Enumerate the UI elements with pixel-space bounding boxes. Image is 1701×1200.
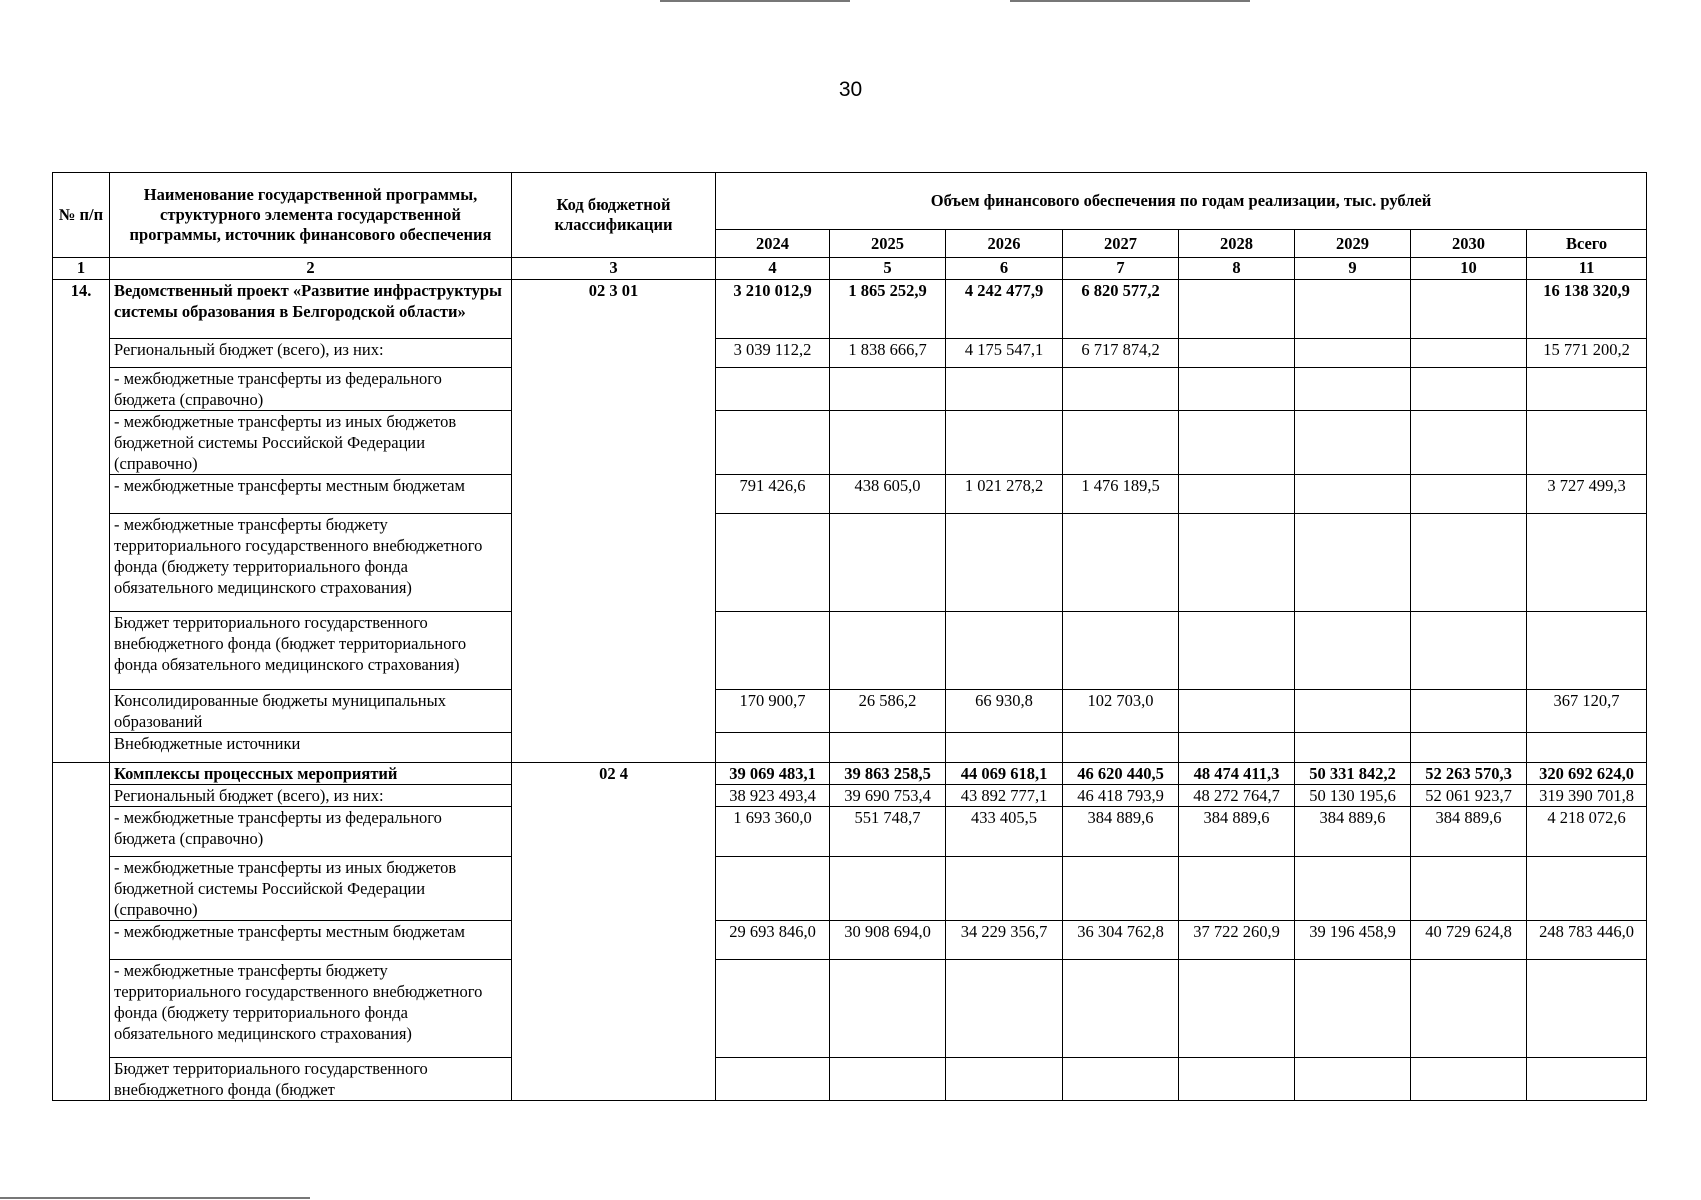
value-cell bbox=[946, 612, 1063, 690]
table-row bbox=[53, 785, 1647, 807]
value-cell bbox=[716, 960, 830, 1058]
value-cell: 66 930,8 bbox=[946, 690, 1063, 733]
header-year: Всего bbox=[1527, 230, 1647, 258]
row-label: - межбюджетные трансферты из федерального бюджета (справочно) bbox=[110, 807, 512, 857]
value-cell bbox=[1411, 733, 1527, 763]
row-label: Комплексы процессных мероприятий bbox=[110, 763, 512, 785]
row-label: Консолидированные бюджеты муниципальных образований bbox=[110, 690, 512, 733]
column-number: 6 bbox=[946, 258, 1063, 280]
value-cell bbox=[1179, 733, 1295, 763]
header-year: 2026 bbox=[946, 230, 1063, 258]
column-number: 8 bbox=[1179, 258, 1295, 280]
value-cell bbox=[716, 857, 830, 921]
value-cell bbox=[1411, 339, 1527, 368]
value-cell bbox=[1063, 960, 1179, 1058]
row-label: Региональный бюджет (всего), из них: bbox=[110, 785, 512, 807]
value-cell bbox=[1411, 612, 1527, 690]
row-label: - межбюджетные трансферты из федерального бюджета (справочно) bbox=[110, 368, 512, 411]
value-cell: 3 210 012,9 bbox=[716, 280, 830, 339]
value-cell: 52 061 923,7 bbox=[1411, 785, 1527, 807]
value-cell: 170 900,7 bbox=[716, 690, 830, 733]
header-num: № п/п bbox=[53, 173, 110, 258]
value-cell bbox=[1411, 857, 1527, 921]
value-cell: 48 474 411,3 bbox=[1179, 763, 1295, 785]
row-label: Региональный бюджет (всего), из них: bbox=[110, 339, 512, 368]
value-cell bbox=[716, 1058, 830, 1101]
value-cell: 40 729 624,8 bbox=[1411, 921, 1527, 960]
value-cell bbox=[830, 368, 946, 411]
value-cell bbox=[1527, 612, 1647, 690]
header-name: Наименование государственной программы, структурного элемента государственной программы, источник финансового обеспечения bbox=[110, 173, 512, 258]
value-cell bbox=[1295, 339, 1411, 368]
value-cell: 38 923 493,4 bbox=[716, 785, 830, 807]
table-row bbox=[53, 857, 1647, 921]
value-cell: 39 069 483,1 bbox=[716, 763, 830, 785]
header-code: Код бюджетной классификации bbox=[512, 173, 716, 258]
value-cell bbox=[1527, 857, 1647, 921]
value-cell: 15 771 200,2 bbox=[1527, 339, 1647, 368]
value-cell: 43 892 777,1 bbox=[946, 785, 1063, 807]
value-cell: 50 130 195,6 bbox=[1295, 785, 1411, 807]
header-volume: Объем финансового обеспечения по годам реализации, тыс. рублей bbox=[716, 173, 1647, 230]
value-cell: 34 229 356,7 bbox=[946, 921, 1063, 960]
value-cell bbox=[1179, 1058, 1295, 1101]
value-cell: 1 865 252,9 bbox=[830, 280, 946, 339]
value-cell bbox=[1179, 280, 1295, 339]
row-label: - межбюджетные трансферты из иных бюджетов бюджетной системы Российской Федерации (справочно) bbox=[110, 411, 512, 475]
value-cell bbox=[716, 514, 830, 612]
value-cell bbox=[1179, 475, 1295, 514]
value-cell bbox=[830, 411, 946, 475]
row-label: Внебюджетные источники bbox=[110, 733, 512, 763]
table-row bbox=[53, 733, 1647, 763]
row-label: Бюджет территориального государственного внебюджетного фонда (бюджет территориального фонда обязательного медицинского страхования) bbox=[110, 612, 512, 690]
header-year: 2030 bbox=[1411, 230, 1527, 258]
bottom-edge-line bbox=[0, 1197, 310, 1199]
table-row bbox=[53, 763, 1647, 785]
value-cell bbox=[1295, 733, 1411, 763]
row-label: - межбюджетные трансферты из иных бюджетов бюджетной системы Российской Федерации (справочно) bbox=[110, 857, 512, 921]
value-cell: 36 304 762,8 bbox=[1063, 921, 1179, 960]
value-cell: 102 703,0 bbox=[1063, 690, 1179, 733]
value-cell bbox=[1063, 733, 1179, 763]
value-cell bbox=[830, 733, 946, 763]
value-cell: 29 693 846,0 bbox=[716, 921, 830, 960]
table-row bbox=[53, 280, 1647, 339]
value-cell: 52 263 570,3 bbox=[1411, 763, 1527, 785]
value-cell: 39 863 258,5 bbox=[830, 763, 946, 785]
value-cell bbox=[1295, 280, 1411, 339]
value-cell bbox=[1063, 411, 1179, 475]
value-cell bbox=[1179, 960, 1295, 1058]
value-cell bbox=[1411, 960, 1527, 1058]
value-cell bbox=[1411, 1058, 1527, 1101]
budget-code: 02 4 bbox=[512, 763, 716, 1101]
value-cell bbox=[1295, 612, 1411, 690]
value-cell: 46 620 440,5 bbox=[1063, 763, 1179, 785]
value-cell bbox=[830, 612, 946, 690]
value-cell: 1 693 360,0 bbox=[716, 807, 830, 857]
value-cell: 4 242 477,9 bbox=[946, 280, 1063, 339]
value-cell bbox=[1411, 690, 1527, 733]
value-cell: 384 889,6 bbox=[1295, 807, 1411, 857]
row-number bbox=[53, 763, 110, 1101]
value-cell bbox=[1411, 368, 1527, 411]
value-cell: 4 175 547,1 bbox=[946, 339, 1063, 368]
table-row bbox=[53, 960, 1647, 1058]
table-row bbox=[53, 411, 1647, 475]
value-cell: 384 889,6 bbox=[1063, 807, 1179, 857]
value-cell bbox=[716, 612, 830, 690]
row-label: - межбюджетные трансферты бюджету территориального государственного внебюджетного фонда (бюджету территориального фонда обязательного медицинского страхования) bbox=[110, 514, 512, 612]
row-label: Бюджет территориального государственного внебюджетного фонда (бюджет bbox=[110, 1058, 512, 1101]
value-cell: 39 690 753,4 bbox=[830, 785, 946, 807]
value-cell bbox=[1179, 857, 1295, 921]
header-year: 2025 bbox=[830, 230, 946, 258]
column-number: 5 bbox=[830, 258, 946, 280]
value-cell bbox=[716, 733, 830, 763]
value-cell bbox=[1063, 368, 1179, 411]
value-cell: 551 748,7 bbox=[830, 807, 946, 857]
value-cell: 44 069 618,1 bbox=[946, 763, 1063, 785]
value-cell bbox=[1063, 514, 1179, 612]
value-cell bbox=[1527, 411, 1647, 475]
table-row bbox=[53, 368, 1647, 411]
value-cell bbox=[1063, 1058, 1179, 1101]
value-cell bbox=[946, 733, 1063, 763]
value-cell bbox=[1295, 1058, 1411, 1101]
column-number: 4 bbox=[716, 258, 830, 280]
value-cell: 384 889,6 bbox=[1179, 807, 1295, 857]
value-cell: 248 783 446,0 bbox=[1527, 921, 1647, 960]
value-cell bbox=[1411, 280, 1527, 339]
table-row bbox=[53, 475, 1647, 514]
value-cell bbox=[830, 1058, 946, 1101]
value-cell bbox=[946, 411, 1063, 475]
value-cell: 48 272 764,7 bbox=[1179, 785, 1295, 807]
value-cell: 1 476 189,5 bbox=[1063, 475, 1179, 514]
header-year: 2024 bbox=[716, 230, 830, 258]
value-cell: 16 138 320,9 bbox=[1527, 280, 1647, 339]
value-cell bbox=[1411, 514, 1527, 612]
value-cell bbox=[1295, 368, 1411, 411]
page-number: 30 bbox=[838, 78, 863, 101]
value-cell bbox=[1411, 411, 1527, 475]
value-cell: 6 717 874,2 bbox=[1063, 339, 1179, 368]
table-row bbox=[53, 921, 1647, 960]
value-cell: 320 692 624,0 bbox=[1527, 763, 1647, 785]
value-cell: 39 196 458,9 bbox=[1295, 921, 1411, 960]
top-edge-line-right bbox=[1010, 0, 1250, 2]
value-cell bbox=[830, 514, 946, 612]
value-cell bbox=[1179, 368, 1295, 411]
value-cell: 3 727 499,3 bbox=[1527, 475, 1647, 514]
budget-code: 02 3 01 bbox=[512, 280, 716, 763]
table-row bbox=[53, 1058, 1647, 1101]
value-cell: 3 039 112,2 bbox=[716, 339, 830, 368]
header-year: 2028 bbox=[1179, 230, 1295, 258]
value-cell bbox=[946, 514, 1063, 612]
value-cell: 50 331 842,2 bbox=[1295, 763, 1411, 785]
value-cell bbox=[1179, 690, 1295, 733]
column-number: 3 bbox=[512, 258, 716, 280]
value-cell bbox=[946, 368, 1063, 411]
value-cell bbox=[1063, 612, 1179, 690]
value-cell bbox=[1295, 690, 1411, 733]
value-cell bbox=[1295, 514, 1411, 612]
value-cell: 26 586,2 bbox=[830, 690, 946, 733]
column-number: 2 bbox=[110, 258, 512, 280]
top-edge-line-left bbox=[660, 0, 850, 2]
table-row bbox=[53, 690, 1647, 733]
column-number: 9 bbox=[1295, 258, 1411, 280]
value-cell: 1 021 278,2 bbox=[946, 475, 1063, 514]
table-row bbox=[53, 612, 1647, 690]
budget-table bbox=[52, 172, 1647, 1101]
value-cell bbox=[1527, 1058, 1647, 1101]
row-label: - межбюджетные трансферты местным бюджетам bbox=[110, 921, 512, 960]
value-cell bbox=[1295, 857, 1411, 921]
value-cell bbox=[1295, 475, 1411, 514]
value-cell bbox=[830, 857, 946, 921]
value-cell bbox=[1295, 960, 1411, 1058]
value-cell bbox=[1179, 339, 1295, 368]
value-cell: 438 605,0 bbox=[830, 475, 946, 514]
row-label: Ведомственный проект «Развитие инфраструктуры системы образования в Белгородской области» bbox=[110, 280, 512, 339]
column-number: 11 bbox=[1527, 258, 1647, 280]
value-cell: 791 426,6 bbox=[716, 475, 830, 514]
row-number: 14. bbox=[53, 280, 110, 763]
column-number: 10 bbox=[1411, 258, 1527, 280]
value-cell bbox=[1179, 514, 1295, 612]
value-cell: 1 838 666,7 bbox=[830, 339, 946, 368]
value-cell: 37 722 260,9 bbox=[1179, 921, 1295, 960]
value-cell bbox=[1179, 612, 1295, 690]
value-cell: 30 908 694,0 bbox=[830, 921, 946, 960]
value-cell bbox=[946, 857, 1063, 921]
value-cell: 4 218 072,6 bbox=[1527, 807, 1647, 857]
row-label: - межбюджетные трансферты местным бюджетам bbox=[110, 475, 512, 514]
column-number: 7 bbox=[1063, 258, 1179, 280]
value-cell bbox=[1063, 857, 1179, 921]
value-cell bbox=[830, 960, 946, 1058]
value-cell bbox=[1527, 960, 1647, 1058]
column-number: 1 bbox=[53, 258, 110, 280]
value-cell bbox=[716, 411, 830, 475]
value-cell bbox=[1179, 411, 1295, 475]
value-cell bbox=[946, 1058, 1063, 1101]
value-cell bbox=[1527, 514, 1647, 612]
value-cell bbox=[716, 368, 830, 411]
value-cell bbox=[1295, 411, 1411, 475]
value-cell: 433 405,5 bbox=[946, 807, 1063, 857]
value-cell: 6 820 577,2 bbox=[1063, 280, 1179, 339]
value-cell bbox=[1411, 475, 1527, 514]
value-cell: 319 390 701,8 bbox=[1527, 785, 1647, 807]
header-year: 2027 bbox=[1063, 230, 1179, 258]
value-cell bbox=[1527, 368, 1647, 411]
header-year: 2029 bbox=[1295, 230, 1411, 258]
value-cell: 46 418 793,9 bbox=[1063, 785, 1179, 807]
value-cell: 384 889,6 bbox=[1411, 807, 1527, 857]
table-row bbox=[53, 339, 1647, 368]
table-row bbox=[53, 807, 1647, 857]
row-label: - межбюджетные трансферты бюджету территориального государственного внебюджетного фонда (бюджету территориального фонда обязательного медицинского страхования) bbox=[110, 960, 512, 1058]
value-cell: 367 120,7 bbox=[1527, 690, 1647, 733]
table-row bbox=[53, 514, 1647, 612]
value-cell bbox=[1527, 733, 1647, 763]
value-cell bbox=[946, 960, 1063, 1058]
